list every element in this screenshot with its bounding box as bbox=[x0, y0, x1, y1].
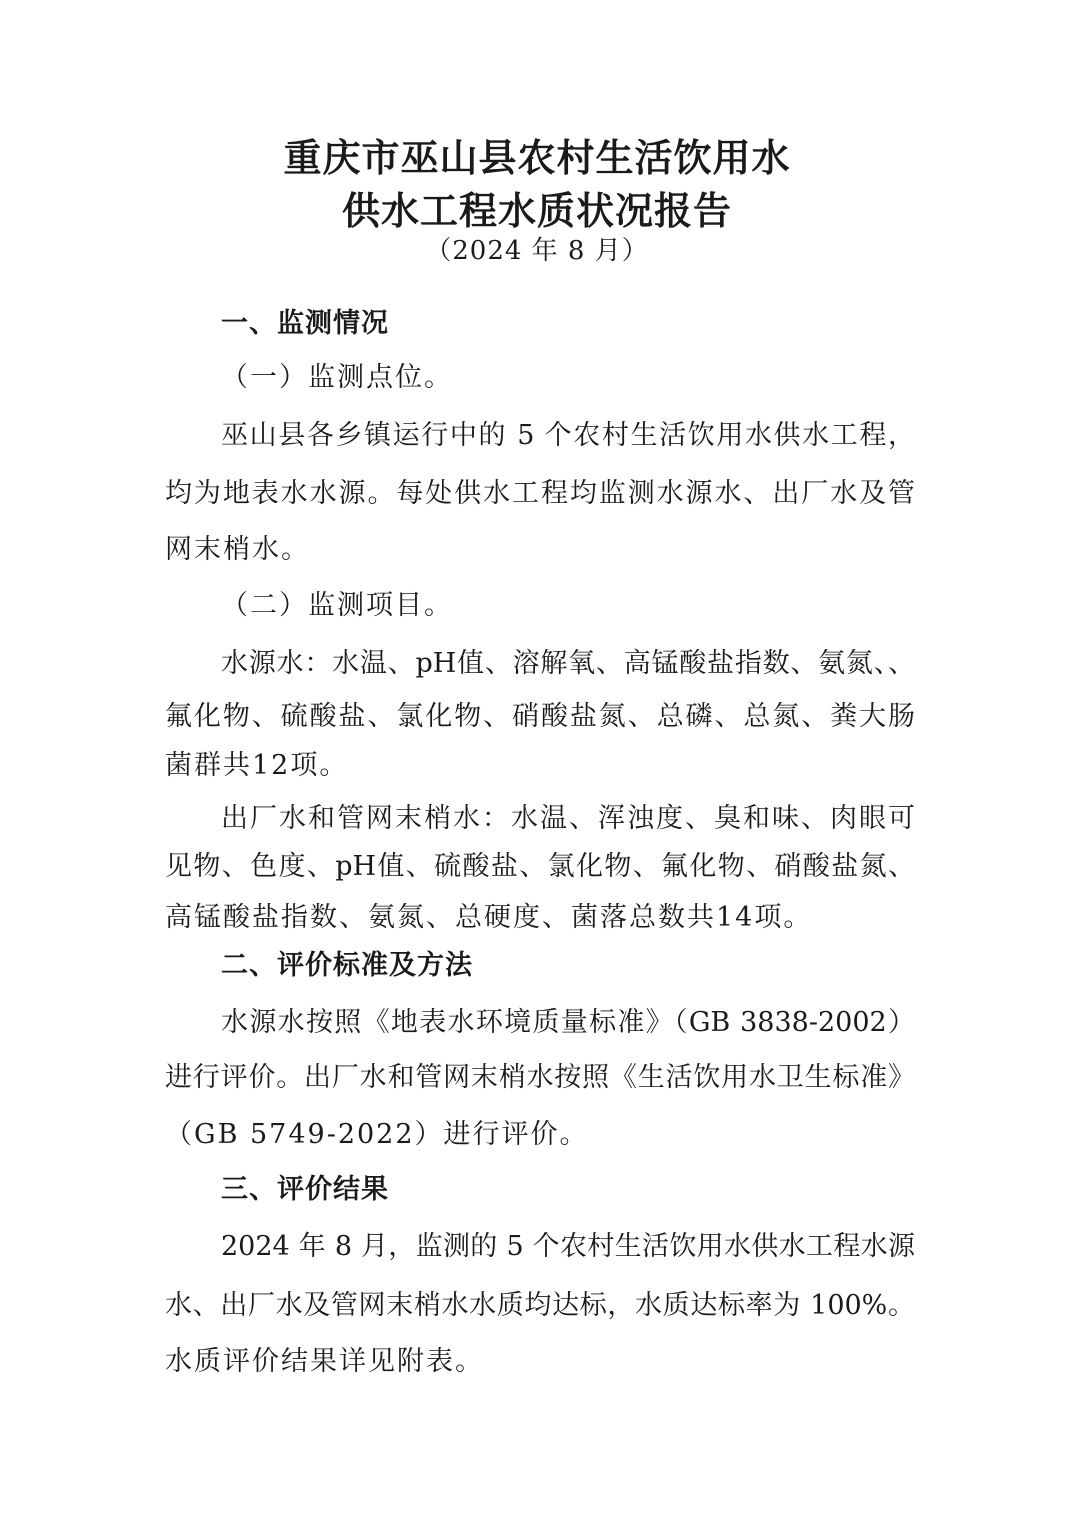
paragraph-line: 网末梢水。 bbox=[165, 534, 310, 565]
paragraph-line: 水、出厂水及管网末梢水水质均达标，水质达标率为 100%。 bbox=[165, 1290, 915, 1321]
paragraph-line: 均为地表水水源。每处供水工程均监测水源水、出厂水及管 bbox=[165, 478, 915, 509]
title-line-2: 供水工程水质状况报告 bbox=[341, 189, 732, 233]
subsection-1-heading: （一）监测点位。 bbox=[221, 362, 453, 393]
paragraph-line: 进行评价。出厂水和管网末梢水按照《生活饮用水卫生标准》 bbox=[165, 1062, 915, 1093]
paragraph-line: 2024 年 8 月，监测的 5 个农村生活饮用水供水工程水源 bbox=[221, 1231, 915, 1262]
paragraph-line: 巫山县各乡镇运行中的 5 个农村生活饮用水供水工程， bbox=[221, 420, 915, 451]
paragraph-line: （GB 5749-2022）进行评价。 bbox=[165, 1119, 589, 1150]
title-line-1: 重庆市巫山县农村生活饮用水 bbox=[283, 136, 791, 180]
paragraph-line: 水源水按照《地表水环境质量标准》（GB 3838-2002） bbox=[221, 1007, 915, 1038]
paragraph-line: 菌群共12项。 bbox=[165, 750, 349, 781]
paragraph-line: 出厂水和管网末梢水：水温、浑浊度、臭和味、肉眼可 bbox=[221, 803, 915, 834]
subsection-2-heading: （二）监测项目。 bbox=[221, 590, 453, 621]
paragraph-line: 水质评价结果详见附表。 bbox=[165, 1346, 484, 1377]
paragraph-line: 水源水：水温、pH值、溶解氧、高锰酸盐指数、氨氮、、 bbox=[221, 648, 915, 679]
paragraph-line: 见物、色度、pH值、硫酸盐、氯化物、氟化物、硝酸盐氮、 bbox=[165, 851, 915, 882]
paragraph-line: 高锰酸盐指数、氨氮、总硬度、菌落总数共14项。 bbox=[165, 902, 813, 933]
paragraph-line: 氟化物、硫酸盐、氯化物、硝酸盐氮、总磷、总氮、粪大肠 bbox=[165, 701, 915, 732]
report-date: （2024 年 8 月） bbox=[425, 236, 649, 266]
section-2-heading: 二、评价标准及方法 bbox=[221, 950, 473, 981]
section-1-heading: 一、监测情况 bbox=[221, 308, 389, 339]
section-3-heading: 三、评价结果 bbox=[221, 1174, 389, 1205]
